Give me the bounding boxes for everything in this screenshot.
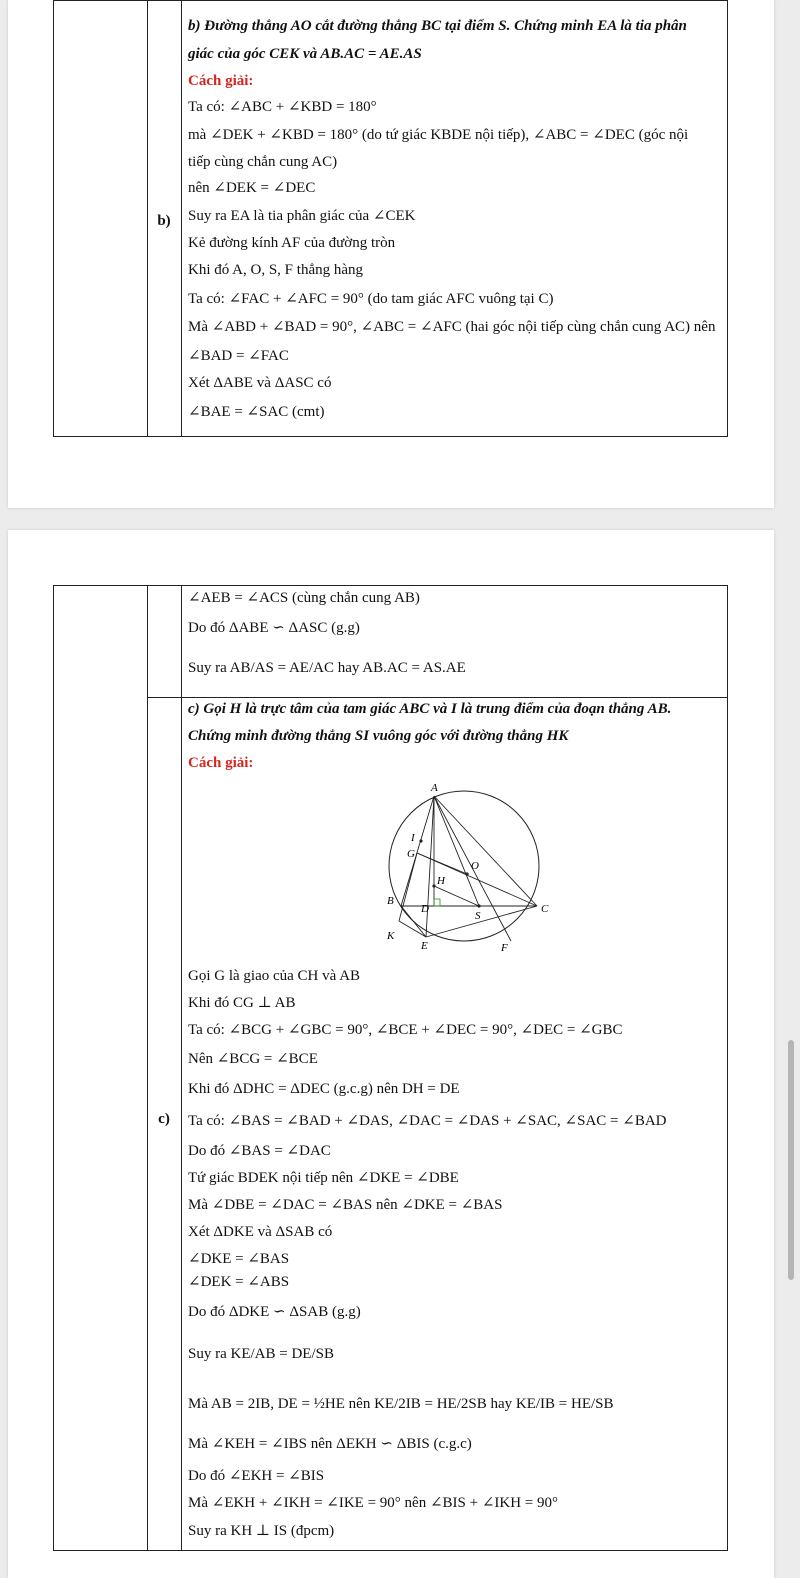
point-label-d: D bbox=[421, 903, 429, 915]
point-label-k: K bbox=[387, 930, 395, 942]
solution-line: Nên ∠BCG = ∠BCE bbox=[188, 1051, 318, 1067]
solution-line: ∠DEK = ∠ABS bbox=[188, 1274, 290, 1290]
column-divider bbox=[181, 1, 182, 436]
point-label-a: A bbox=[431, 782, 438, 794]
solution-line: Mà ∠EKH + ∠IKH = ∠IKE = 90° nên ∠BIS + ∠IKH = 90° bbox=[188, 1495, 559, 1511]
document-page-1 bbox=[8, 0, 774, 508]
solution-line: Suy ra EA là tia phân giác của ∠CEK bbox=[188, 208, 416, 224]
scrollbar-thumb[interactable] bbox=[788, 1040, 794, 1280]
solution-table-b bbox=[53, 0, 728, 437]
solution-line: ∠BAE = ∠SAC (cmt) bbox=[188, 404, 325, 420]
column-divider bbox=[147, 586, 148, 1550]
solution-line: Xét ΔABE và ΔASC có bbox=[188, 375, 332, 391]
question-c-line-2: Chứng minh đường thẳng SI vuông góc với đường thẳng HK bbox=[188, 728, 569, 744]
solution-line: Ta có: ∠BAS = ∠BAD + ∠DAS, ∠DAC = ∠DAS + ∠SAC, ∠SAC = ∠BAD bbox=[188, 1113, 667, 1129]
solution-line: Do đó ΔABE ∽ ΔASC (g.g) bbox=[188, 620, 360, 636]
solution-line: Khi đó CG ⊥ AB bbox=[188, 995, 296, 1011]
solution-table-c bbox=[53, 585, 728, 1551]
row-divider bbox=[147, 697, 727, 698]
solution-line: Do đó ∠EKH = ∠BIS bbox=[188, 1468, 325, 1484]
solution-line: Gọi G là giao của CH và AB bbox=[188, 968, 361, 984]
question-b-line-2: giác của góc CEK và AB.AC = AE.AS bbox=[188, 46, 422, 62]
point-label-g: G bbox=[407, 848, 415, 860]
solution-line: Ta có: ∠ABC + ∠KBD = 180° bbox=[188, 99, 377, 115]
solution-line: Mà ∠KEH = ∠IBS nên ΔEKH ∽ ΔBIS (c.g.c) bbox=[188, 1436, 472, 1452]
solution-line: ∠BAD = ∠FAC bbox=[188, 348, 289, 364]
solution-line: Mà ∠ABD + ∠BAD = 90°, ∠ABC = ∠AFC (hai góc nội tiếp cùng chắn cung AC) nên bbox=[188, 319, 716, 335]
solution-line: Mà AB = 2IB, DE = ½HE nên KE/2IB = HE/2SB hay KE/IB = HE/SB bbox=[188, 1396, 614, 1412]
solution-line: nên ∠DEK = ∠DEC bbox=[188, 180, 316, 196]
solution-heading: Cách giải: bbox=[188, 755, 254, 771]
point-label-i: I bbox=[411, 832, 415, 844]
solution-line: mà ∠DEK + ∠KBD = 180° (do tứ giác KBDE nội tiếp), ∠ABC = ∠DEC (góc nội bbox=[188, 127, 689, 143]
part-label-b: b) bbox=[157, 213, 171, 229]
solution-line: Mà ∠DBE = ∠DAC = ∠BAS nên ∠DKE = ∠BAS bbox=[188, 1197, 503, 1213]
solution-line: ∠DKE = ∠BAS bbox=[188, 1251, 290, 1267]
point-label-f: F bbox=[501, 942, 508, 954]
solution-line: Xét ΔDKE và ΔSAB có bbox=[188, 1224, 333, 1240]
document-page-2 bbox=[8, 530, 774, 1578]
point-label-o: O bbox=[471, 860, 479, 872]
solution-line: Tứ giác BDEK nội tiếp nên ∠DKE = ∠DBE bbox=[188, 1170, 459, 1186]
solution-line: Khi đó A, O, S, F thẳng hàng bbox=[188, 262, 364, 278]
question-b-line-1: b) Đường thẳng AO cắt đường thẳng BC tại điểm S. Chứng minh EA là tia phân bbox=[188, 18, 687, 34]
solution-line: Suy ra AB/AS = AE/AC hay AB.AC = AS.AE bbox=[188, 660, 466, 676]
solution-line: Ta có: ∠FAC + ∠AFC = 90° (do tam giác AFC vuông tại C) bbox=[188, 291, 554, 307]
solution-heading: Cách giải: bbox=[188, 73, 254, 89]
geometry-figure bbox=[379, 781, 549, 956]
solution-line: Kẻ đường kính AF của đường tròn bbox=[188, 235, 396, 251]
solution-line: ∠AEB = ∠ACS (cùng chắn cung AB) bbox=[188, 590, 420, 606]
solution-line: Do đó ΔDKE ∽ ΔSAB (g.g) bbox=[188, 1304, 361, 1320]
solution-line: Ta có: ∠BCG + ∠GBC = 90°, ∠BCE + ∠DEC = 90°, ∠DEC = ∠GBC bbox=[188, 1022, 623, 1038]
column-divider bbox=[181, 586, 182, 1550]
solution-line: Do đó ∠BAS = ∠DAC bbox=[188, 1143, 331, 1159]
solution-line: Suy ra KE/AB = DE/SB bbox=[188, 1346, 334, 1362]
point-label-h: H bbox=[437, 875, 445, 887]
point-label-e: E bbox=[421, 940, 428, 952]
point-label-s: S bbox=[475, 910, 481, 922]
part-label-c: c) bbox=[158, 1111, 170, 1127]
point-label-b: B bbox=[387, 895, 394, 907]
solution-line: Khi đó ΔDHC = ΔDEC (g.c.g) nên DH = DE bbox=[188, 1081, 460, 1097]
solution-line: Suy ra KH ⊥ IS (đpcm) bbox=[188, 1523, 335, 1539]
solution-line: tiếp cùng chắn cung AC) bbox=[188, 154, 338, 170]
question-c-line-1: c) Gọi H là trực tâm của tam giác ABC và I là trung điểm của đoạn thẳng AB. bbox=[188, 701, 672, 717]
point-label-c: C bbox=[541, 903, 549, 915]
